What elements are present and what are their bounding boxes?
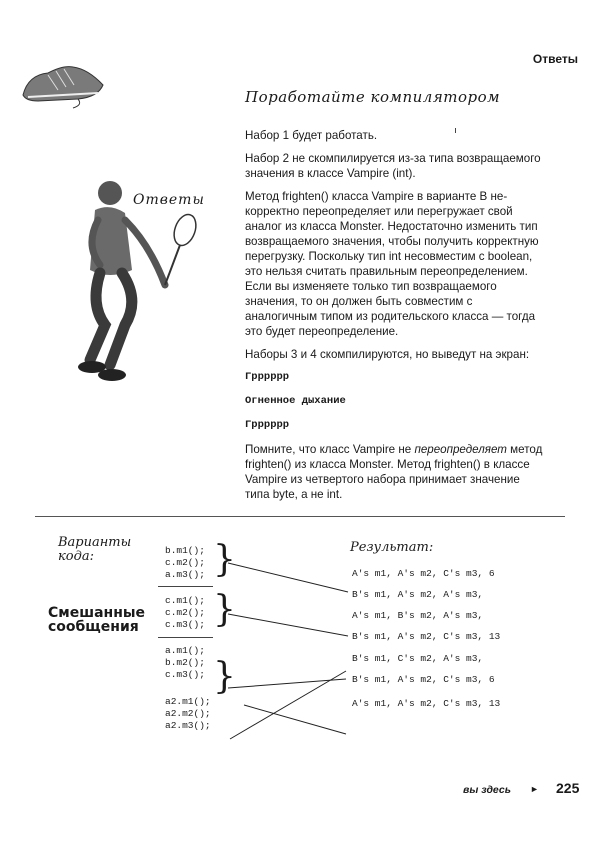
result-line-3: A's m1, B's m2, A's m3, <box>352 610 484 621</box>
code-line: a.m1(); <box>165 645 205 656</box>
closing-text-b: метод frighten() из класса Monster. Метод frighten() в классе Vampire из четвертого набора принимает значение типа byte, а не int. <box>245 443 543 501</box>
exercise-title: Поработайте компилятором <box>245 88 501 106</box>
result-line-1: A's m1, A's m2, C's m3, 6 <box>352 568 495 579</box>
code-line: c.m2(); <box>165 607 205 618</box>
footer-you-are-here: вы здесь <box>463 784 511 796</box>
code-line: b.m2(); <box>165 657 205 668</box>
page-number: 225 <box>556 780 580 796</box>
paragraph-2: Набор 2 не скомпилируется из-за типа возвращаемого значения в классе Vampire (int). <box>245 152 541 180</box>
match-line-3 <box>228 679 346 688</box>
match-line-1 <box>228 563 348 592</box>
code-line: c.m3(); <box>165 669 205 680</box>
code-line: a.m3(); <box>165 569 205 580</box>
brace-group-1: } <box>213 539 236 580</box>
code-line: c.m1(); <box>165 595 205 606</box>
closing-text-a: Помните, что класс Vampire не <box>245 443 415 456</box>
output-line-1: Грррррр <box>245 371 290 383</box>
code-line: a2.m2(); <box>165 708 211 719</box>
result-line-4: B's m1, A's m2, C's m3, 13 <box>352 631 501 642</box>
paragraph-3: Метод frighten() класса Vampire в варианте B некорректно переопределяет или перегружает свой аналог из класса Monster. Недостаточно изменить тип возвращаемого значения, чтобы получить корректную перегрузку. Поскольку тип int несовместим с boolean, это нельзя считать правильным переопределением. Если вы изменяете только тип возвращаемого значения, то он должен быть совместим с аналогичным типом из родительского класса — тогда это будет переопределение. <box>245 190 539 338</box>
result-line-2: B's m1, A's m2, A's m3, <box>352 589 484 600</box>
result-line-7: A's m1, A's m2, C's m3, 13 <box>352 698 501 709</box>
closing-emphasis: переопределяет <box>414 443 507 456</box>
paragraph-1: Набор 1 будет работать. <box>245 129 378 142</box>
code-line: c.m2(); <box>165 557 205 568</box>
code-line: c.m3(); <box>165 619 205 630</box>
variants-label-line-2: кода: <box>58 549 94 564</box>
mixed-label-line-2: сообщения <box>48 619 139 635</box>
code-line: a2.m1(); <box>165 696 211 707</box>
section-header: Ответы <box>532 52 578 66</box>
code-line: a2.m3(); <box>165 720 211 731</box>
output-line-3: Грррррр <box>245 419 290 431</box>
footer-arrow-icon: ► <box>530 784 539 794</box>
paragraph-4: Наборы 3 и 4 скомпилируются, но выведут на экран: <box>245 348 530 361</box>
results-label: Результат: <box>350 540 434 555</box>
result-line-6: B's m1, A's m2, C's m3, 6 <box>352 674 495 685</box>
brace-group-3-4: } <box>213 656 236 697</box>
brace-group-2: } <box>213 589 236 630</box>
code-line: b.m1(); <box>165 545 205 556</box>
mixed-label-line-1: Смешанные <box>48 605 146 621</box>
result-line-5: B's m1, C's m2, A's m3, <box>352 653 484 664</box>
match-line-5 <box>244 705 346 734</box>
match-line-2 <box>228 614 348 636</box>
output-line-2: Огненное дыхание <box>245 395 346 407</box>
variants-label-line-1: Варианты <box>58 535 132 550</box>
answers-side-label: Ответы <box>133 192 205 208</box>
